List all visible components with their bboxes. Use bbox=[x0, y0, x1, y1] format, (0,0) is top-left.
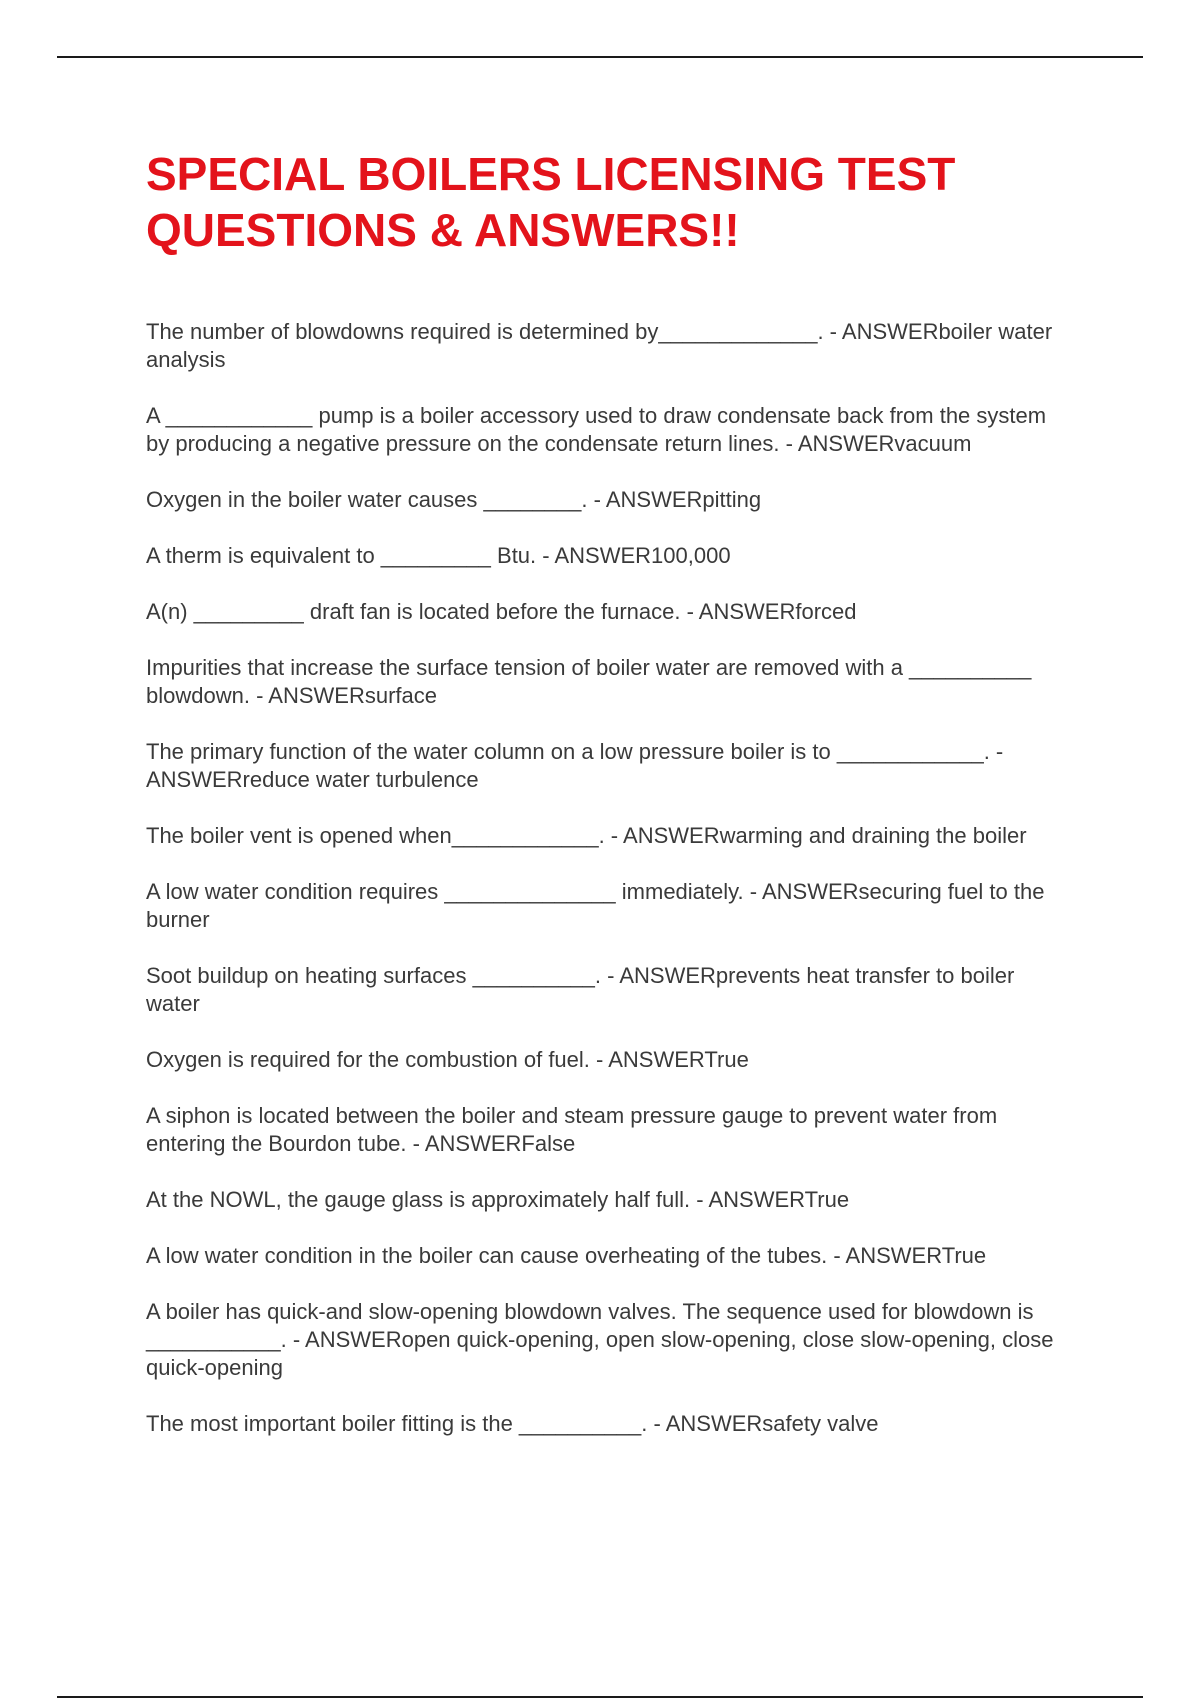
qa-item: Oxygen in the boiler water causes ________. - ANSWERpitting bbox=[146, 487, 762, 512]
header-rule bbox=[57, 56, 1143, 58]
qa-item: A siphon is located between the boiler and steam pressure gauge to prevent water from entering the Bourdon tube. - ANSWERFalse bbox=[146, 1103, 998, 1156]
document-title: SPECIAL BOILERS LICENSING TEST QUESTIONS & ANSWERS!! bbox=[146, 148, 956, 256]
qa-item: The boiler vent is opened when____________. - ANSWERwarming and draining the boiler bbox=[146, 823, 1027, 848]
qa-item: The number of blowdowns required is determined by_____________. - ANSWERboiler water analysis bbox=[146, 319, 1053, 372]
qa-item: Oxygen is required for the combustion of fuel. - ANSWERTrue bbox=[146, 1047, 749, 1072]
qa-item: A boiler has quick-and slow-opening blowdown valves. The sequence used for blowdown is ___________. - ANSWERopen quick-opening, open slow-opening, close slow-opening, close quick-opening bbox=[146, 1299, 1054, 1380]
qa-item: A(n) _________ draft fan is located before the furnace. - ANSWERforced bbox=[146, 599, 857, 624]
qa-item: A low water condition in the boiler can cause overheating of the tubes. - ANSWERTrue bbox=[146, 1243, 987, 1268]
document-body bbox=[146, 146, 1066, 1466]
qa-item: A low water condition requires ______________ immediately. - ANSWERsecuring fuel to the burner bbox=[146, 879, 1045, 932]
qa-item: A therm is equivalent to _________ Btu. - ANSWER100,000 bbox=[146, 543, 731, 568]
qa-item: The primary function of the water column on a low pressure boiler is to ____________. - ANSWERreduce water turbulence bbox=[146, 739, 1004, 792]
qa-item: The most important boiler fitting is the __________. - ANSWERsafety valve bbox=[146, 1411, 879, 1436]
qa-item: At the NOWL, the gauge glass is approximately half full. - ANSWERTrue bbox=[146, 1187, 850, 1212]
footer-rule bbox=[57, 1696, 1143, 1698]
qa-item: Impurities that increase the surface tension of boiler water are removed with a __________ blowdown. - ANSWERsurface bbox=[146, 655, 1032, 708]
qa-item: A ____________ pump is a boiler accessory used to draw condensate back from the system by producing a negative pressure on the condensate return lines. - ANSWERvacuum bbox=[146, 403, 1047, 456]
qa-item: Soot buildup on heating surfaces __________. - ANSWERprevents heat transfer to boiler water bbox=[146, 963, 1015, 1016]
